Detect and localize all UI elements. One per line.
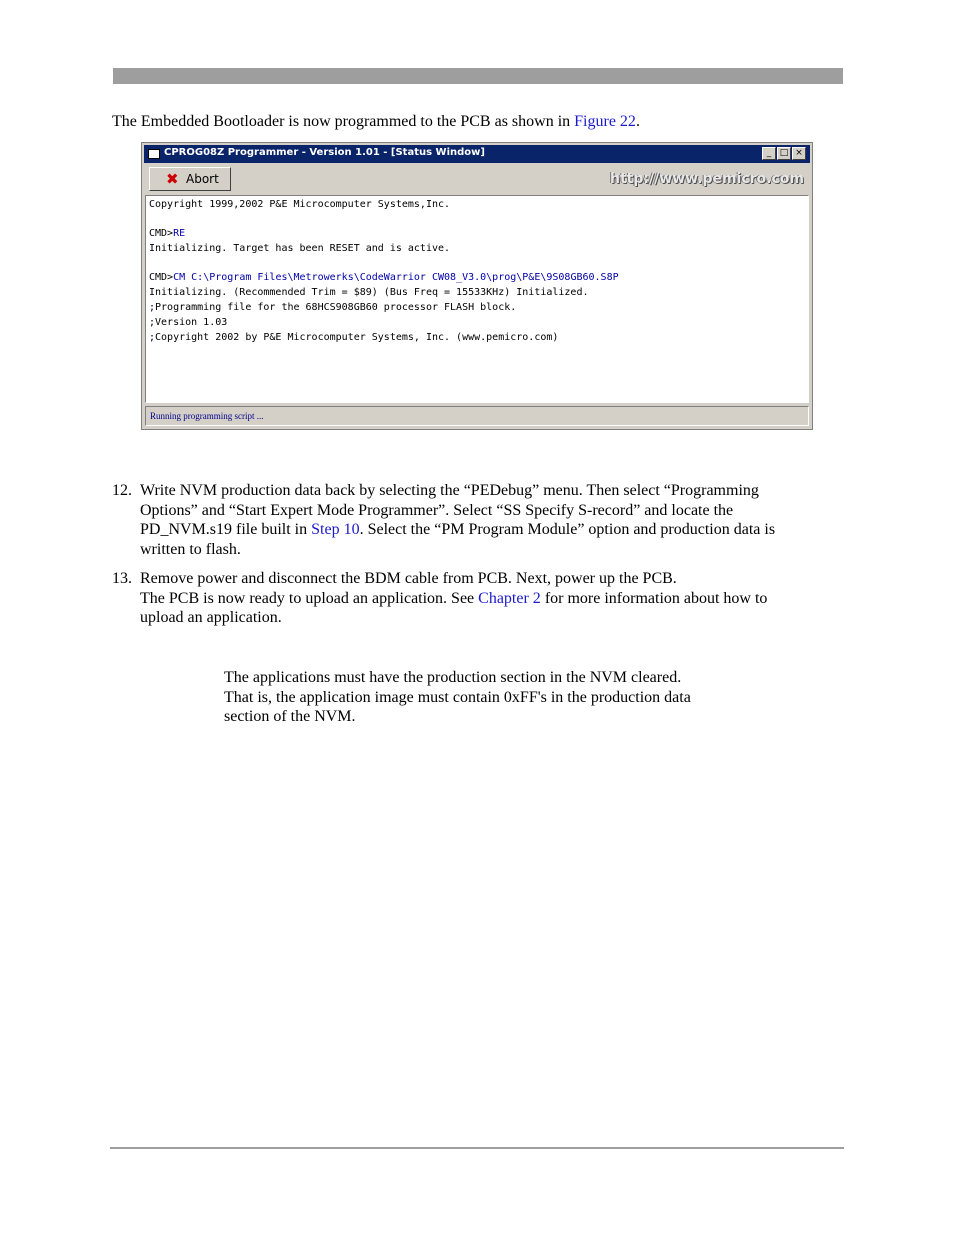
window-controls xyxy=(762,147,806,160)
header-rule xyxy=(113,68,843,84)
programmer-window xyxy=(141,142,813,430)
console-line: Initializing. (Recommended Trim = $89) (Bus Freq = 15533KHz) Initialized. xyxy=(149,287,589,298)
minimize-icon[interactable]: _ xyxy=(762,147,776,160)
figure-22-link[interactable]: Figure 22 xyxy=(574,113,636,130)
console-line: Copyright 1999,2002 P&E Microcomputer Systems,Inc. xyxy=(149,199,451,210)
console-line: ;Copyright 2002 by P&E Microcomputer Systems, Inc. (www.pemicro.com) xyxy=(149,332,559,343)
intro-text: The Embedded Bootloader is now programmed to the PCB as shown in xyxy=(112,113,575,130)
abort-label: Abort xyxy=(186,172,219,186)
console-line: CMD>RE xyxy=(149,228,186,239)
step-number: 12. xyxy=(112,482,132,499)
intro-end: . xyxy=(635,113,640,130)
title-bar xyxy=(144,145,810,163)
status-text: Running programming script ... xyxy=(150,411,264,421)
intro-paragraph xyxy=(112,112,640,132)
console-line: ;Version 1.03 xyxy=(149,317,228,328)
note-paragraph: The applications must have the production section in the NVM cleared. That is, the application image must contain 0xFF's in the production data section of the NVM. xyxy=(224,669,691,726)
console-line: ;Programming file for the 68HCS908GB60 processor FLASH block. xyxy=(149,302,517,313)
step-body: Remove power and disconnect the BDM cable from PCB. Next, power up the PCB. The PCB is now ready to upload an application. See Chapter 2 for more information about how to upload an application. xyxy=(140,570,768,627)
window-title: CPROG08Z Programmer - Version 1.01 - [Status Window] xyxy=(164,147,485,158)
toolbar xyxy=(144,165,810,195)
restore-icon[interactable]: □ xyxy=(777,147,791,160)
console-line: Initializing. Target has been RESET and is active. xyxy=(149,243,451,254)
pemicro-url: http://www.pemicro.com xyxy=(610,171,804,187)
status-bar xyxy=(145,406,809,426)
footer-rule xyxy=(110,1147,844,1149)
step-10-link[interactable]: Step 10 xyxy=(311,521,360,539)
app-icon xyxy=(148,149,160,159)
chapter-2-link[interactable]: Chapter 2 xyxy=(478,589,541,607)
status-console[interactable] xyxy=(145,195,809,403)
abort-x-icon: ✖ xyxy=(166,170,179,188)
step-body: Write NVM production data back by selecting the “PEDebug” menu. Then select “Programming Options” and “Start Expert Mode Programmer”. Select “SS Specify S-record” and locate the PD_NVM.s19 file built in Step 10. Select the “PM Program Module” option and production data is written to flash. xyxy=(140,482,776,559)
close-icon[interactable]: × xyxy=(792,147,806,160)
abort-button[interactable] xyxy=(149,167,231,191)
console-line: CMD>CM C:\Program Files\Metrowerks\CodeWarrior CW08_V3.0\prog\P&E\9S08GB60.S8P xyxy=(149,272,619,283)
step-number: 13. xyxy=(112,570,132,587)
